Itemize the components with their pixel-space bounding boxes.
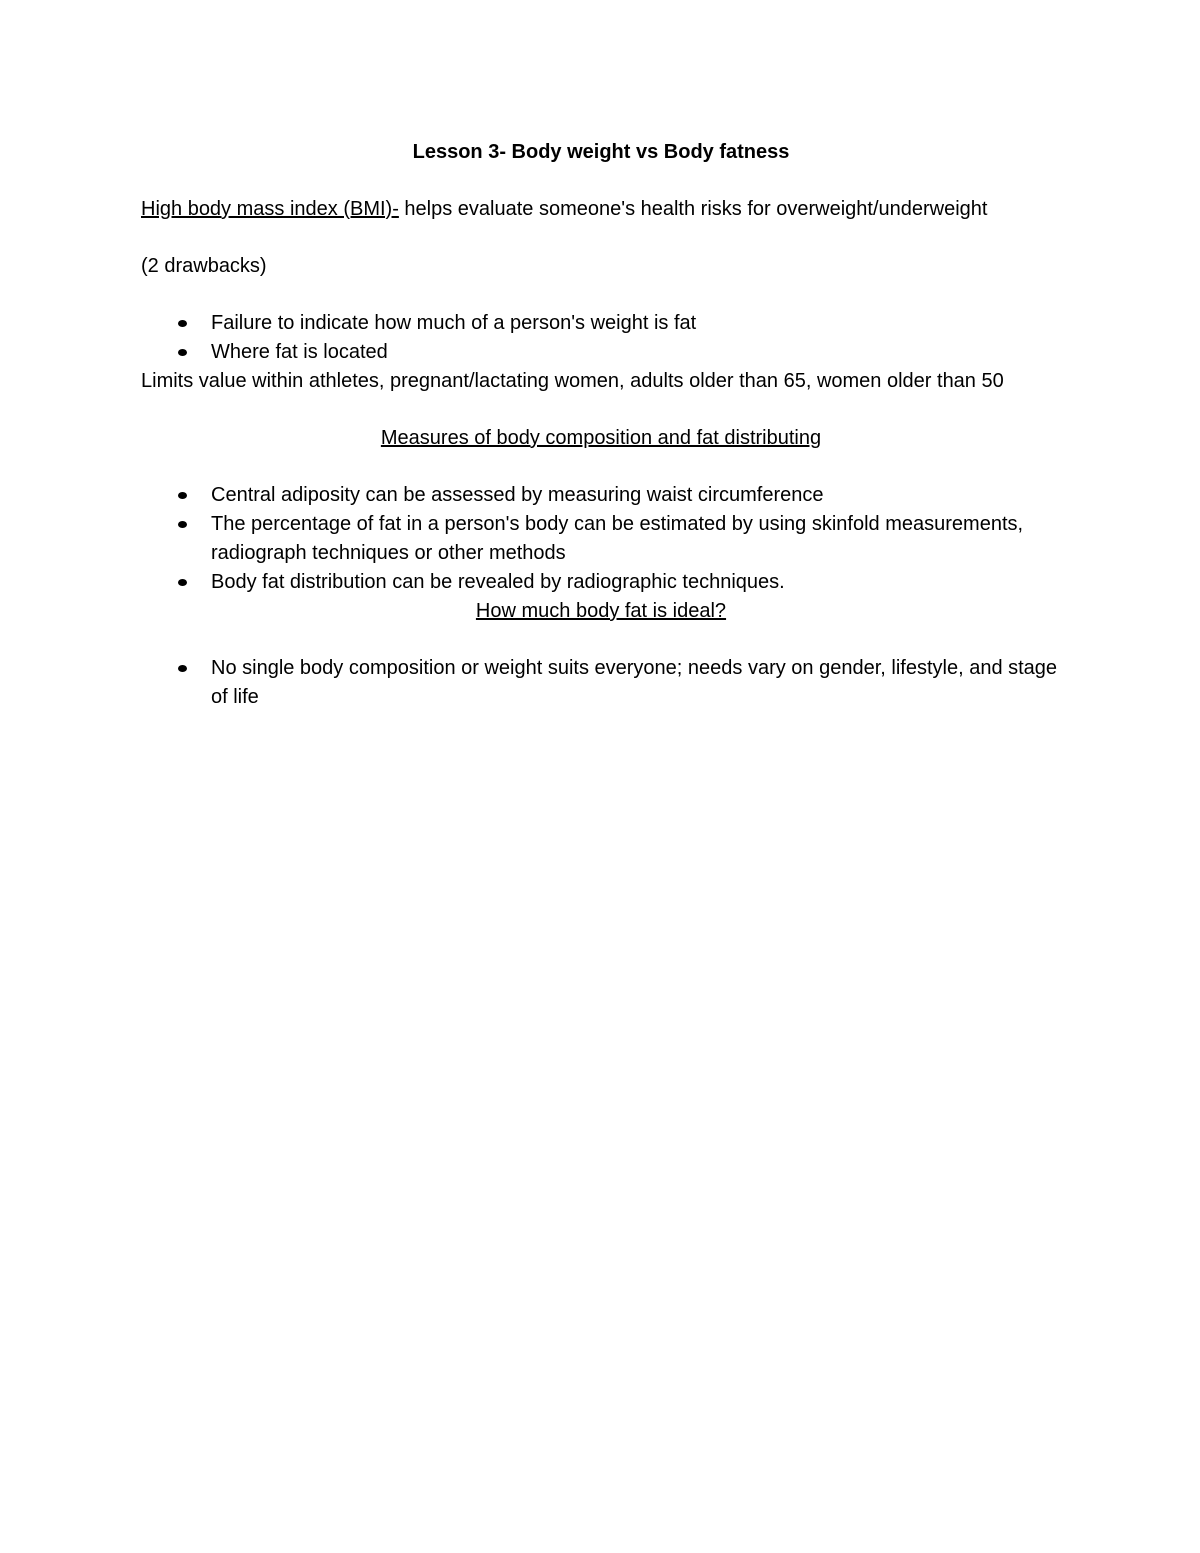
drawbacks-list [141,309,1061,367]
document-page [141,138,1061,712]
composition-list [141,481,1061,597]
ideal-list [141,654,1061,712]
list-item: The percentage of fat in a person's body can be estimated by using skinfold measurements, radiograph techniques or other methods [141,510,1061,568]
bmi-term: High body mass index (BMI)- [141,198,399,220]
document-title: Lesson 3- Body weight vs Body fatness [412,141,790,163]
list-item: Failure to indicate how much of a person's weight is fat [141,309,1061,338]
drawbacks-label: (2 drawbacks) [141,255,267,277]
bullet-icon [178,492,187,499]
bmi-definition-text: helps evaluate someone's health risks for overweight/underweight [398,198,988,220]
ideal-heading: How much body fat is ideal? [475,600,727,622]
list-item: Where fat is located [141,338,1061,367]
bullet-icon [178,521,187,528]
bullet-icon [178,320,187,327]
bmi-definition [141,195,1061,224]
list-item: Central adiposity can be assessed by measuring waist circumference [141,481,1061,510]
list-item: No single body composition or weight suits everyone; needs vary on gender, lifestyle, and stage of life [141,654,1061,712]
bullet-icon [178,349,187,356]
limits-text: Limits value within athletes, pregnant/lactating women, adults older than 65, women older than 50 [141,370,1004,392]
composition-heading: Measures of body composition and fat distributing [380,427,822,449]
bullet-icon [178,579,187,586]
list-item: Body fat distribution can be revealed by radiographic techniques. [141,568,1061,597]
bullet-icon [178,665,187,672]
